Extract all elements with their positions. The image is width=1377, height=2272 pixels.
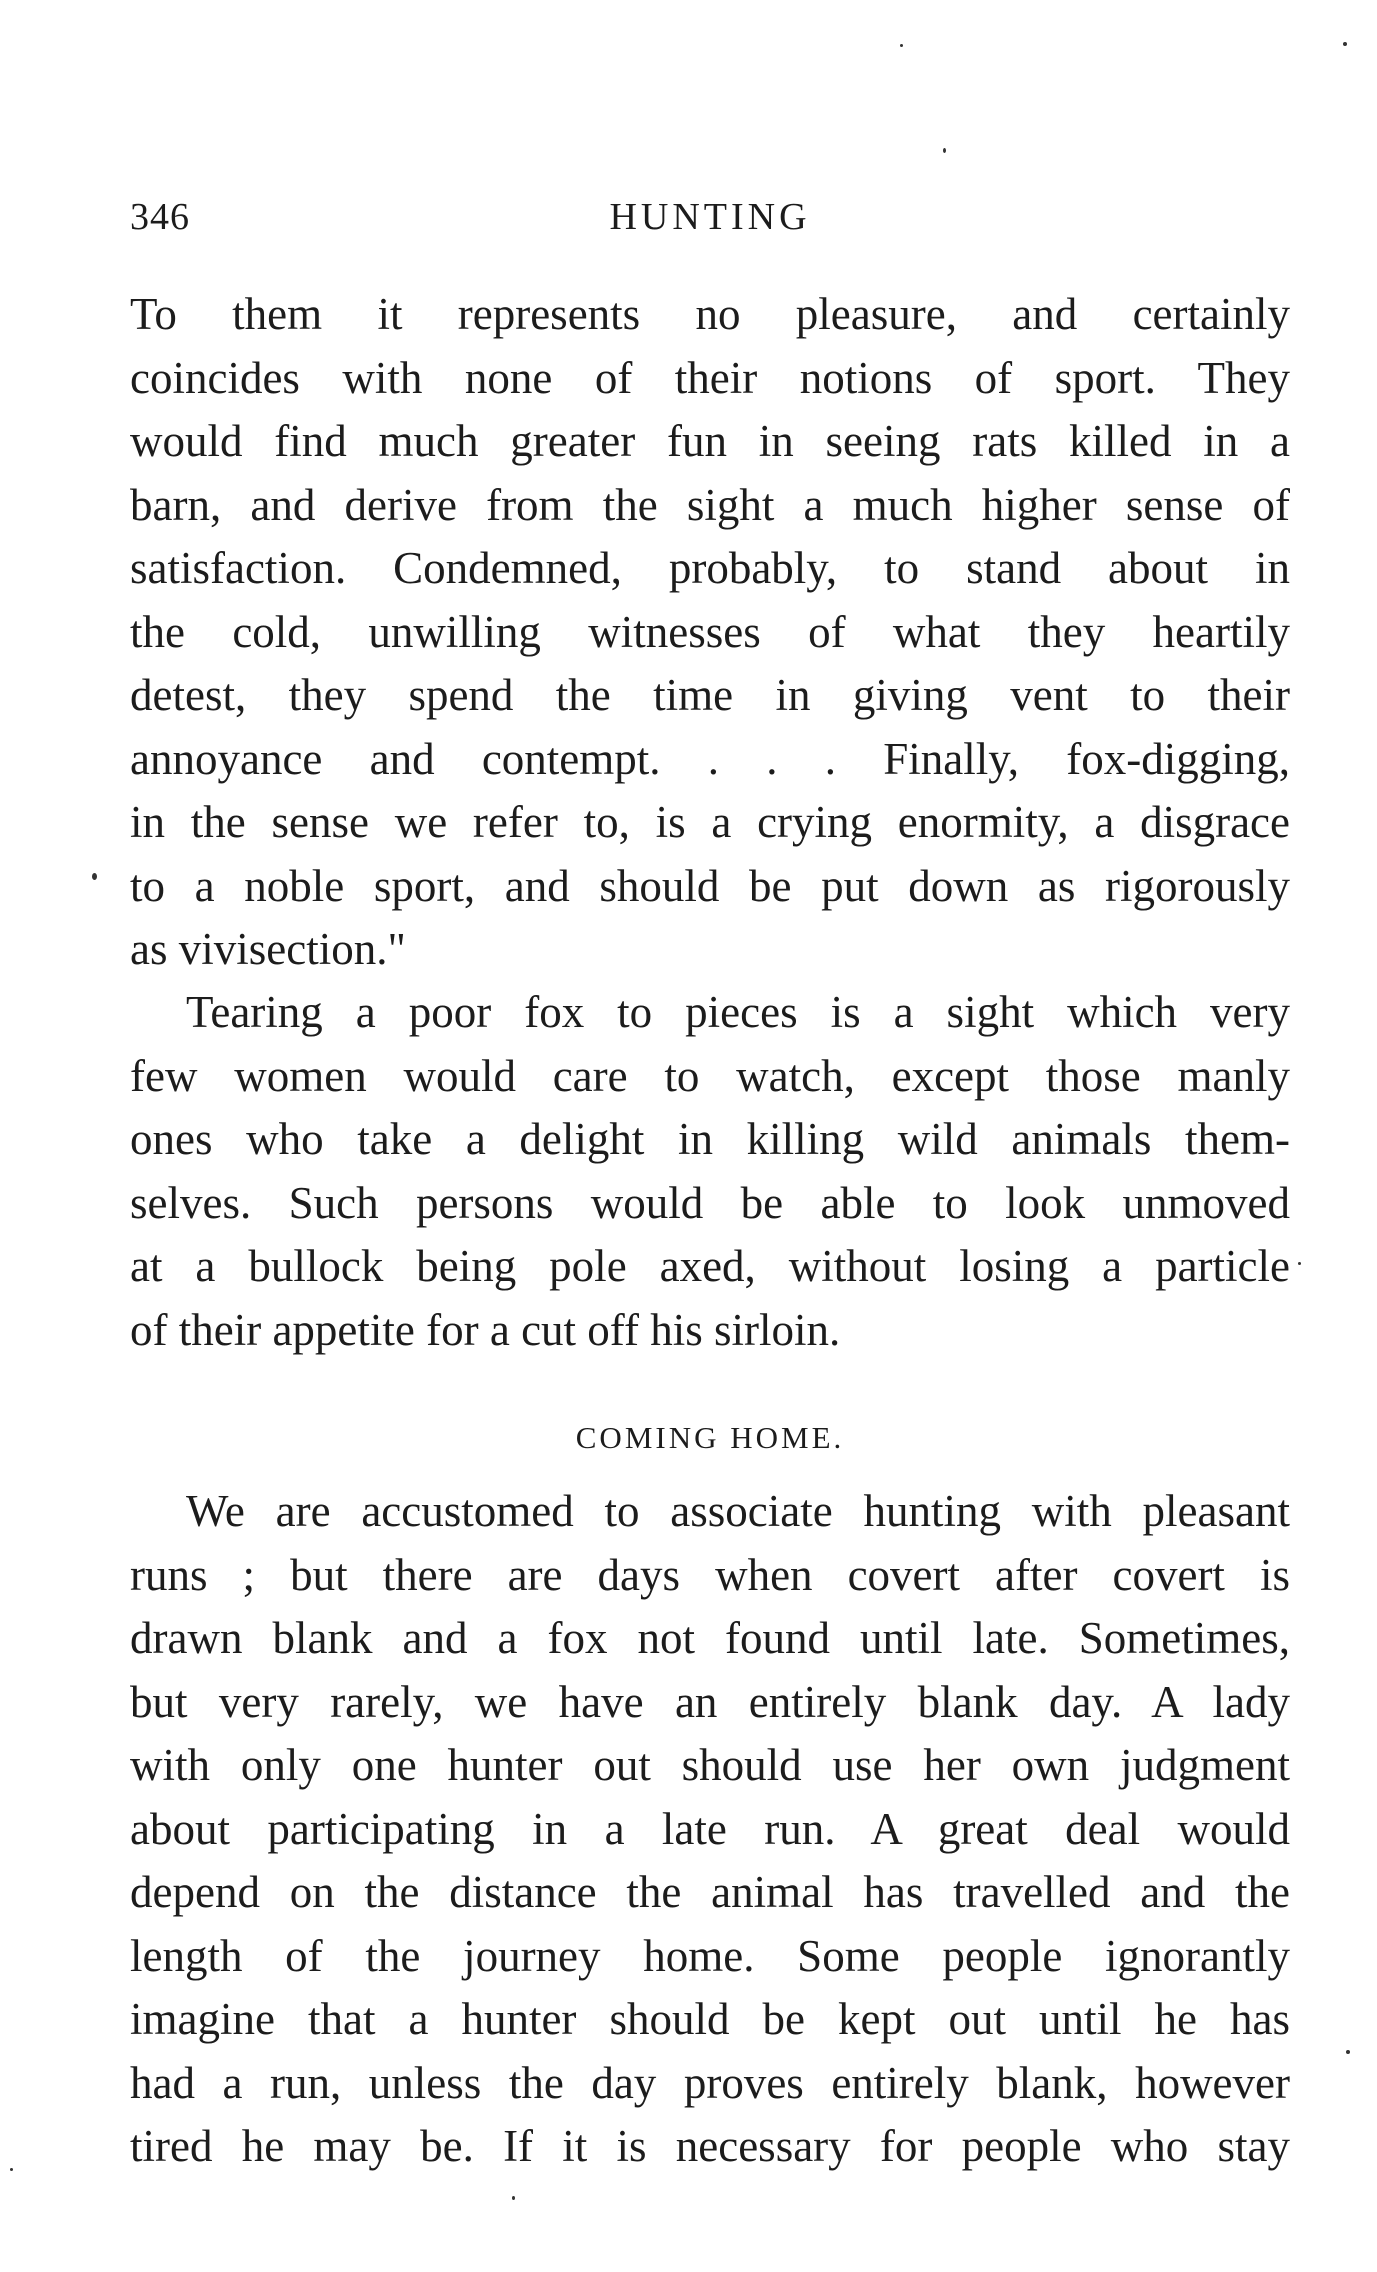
text-line: drawn blank and a fox not found until late. Sometimes, [130, 1613, 1290, 1663]
paragraph-3 [130, 1480, 1290, 2179]
text-line: but very rarely, we have an entirely blank day. A lady [130, 1676, 1290, 1727]
text-line: the cold, unwilling witnesses of what they heartily [130, 606, 1290, 657]
text-line: to a noble sport, and should be put down as rigorously [130, 860, 1290, 911]
text-line: of their appetite for a cut off his sirloin. [130, 1304, 841, 1355]
text-line: in the sense we refer to, is a crying enormity, a disgrace [130, 797, 1290, 847]
text-line: ones who take a delight in killing wild animals them- [130, 1114, 1290, 1164]
text-line: We are accustomed to associate hunting with pleasant [186, 1486, 1290, 1536]
paragraph-2 [130, 981, 1290, 1362]
text-line: tired he may be. If it is necessary for people who stay [130, 2121, 1290, 2171]
scan-speck [1346, 2050, 1350, 2054]
text-line: had a run, unless the day proves entirely blank, however [130, 2057, 1290, 2108]
text-line: Tearing a poor fox to pieces is a sight which very [186, 987, 1290, 1037]
text-line: selves. Such persons would be able to look unmoved [130, 1177, 1290, 1228]
text-line: satisfaction. Condemned, probably, to stand about in [130, 543, 1290, 593]
text-line: few women would care to watch, except those manly [130, 1050, 1290, 1101]
text-line: would find much greater fun in seeing rats killed in a [130, 416, 1290, 466]
text-line: detest, they spend the time in giving vent to their [130, 670, 1290, 720]
scan-speck [943, 148, 946, 153]
text-line: at a bullock being pole axed, without losing a particle [130, 1241, 1290, 1291]
text-line: runs ; but there are days when covert after covert is [130, 1549, 1290, 1600]
running-head: HUNTING [609, 196, 811, 238]
page-header [130, 195, 1290, 245]
section-heading: COMING HOME. [575, 1420, 845, 1455]
scan-speck [10, 2168, 13, 2171]
text-line: imagine that a hunter should be kept out until he has [130, 1994, 1290, 2044]
text-line: annoyance and contempt. . . . Finally, fox-digging, [130, 733, 1290, 784]
text-line: length of the journey home. Some people ignorantly [130, 1930, 1290, 1981]
text-line: as vivisection." [130, 924, 406, 974]
page-number: 346 [130, 196, 190, 238]
text-line: To them it represents no pleasure, and certainly [130, 289, 1290, 339]
scan-speck [92, 873, 97, 880]
scan-speck [1298, 1262, 1301, 1265]
text-line: barn, and derive from the sight a much higher sense of [130, 479, 1290, 530]
scan-speck [512, 2196, 515, 2200]
text-line: depend on the distance the animal has travelled and the [130, 1867, 1290, 1917]
paragraph-1 [130, 283, 1290, 982]
text-line: coincides with none of their notions of sport. They [130, 352, 1290, 403]
scan-speck [1343, 42, 1347, 46]
text-line: with only one hunter out should use her own judgment [130, 1740, 1290, 1790]
scan-speck [900, 44, 903, 47]
text-line: about participating in a late run. A great deal would [130, 1803, 1290, 1854]
